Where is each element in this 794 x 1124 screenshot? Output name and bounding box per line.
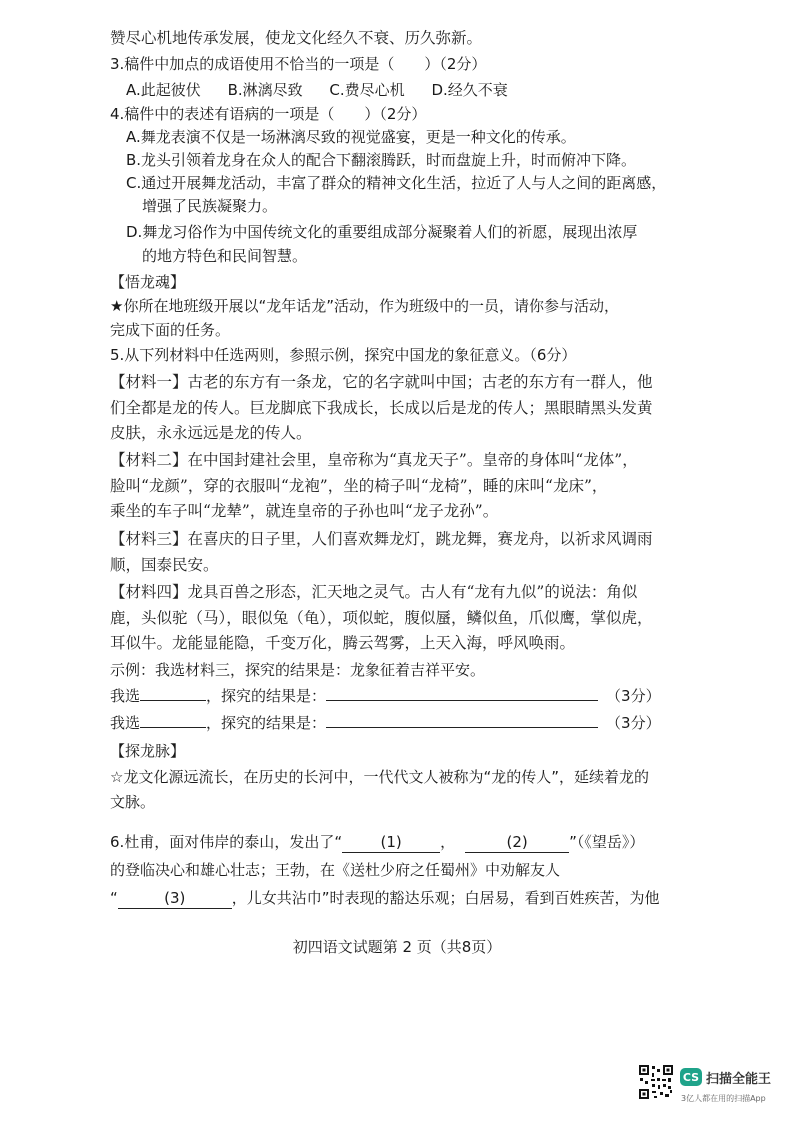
material-3-cont: 顺，国泰民安。 [110, 556, 219, 574]
q2-tail-line: 赞尽心机地传承发展，使龙文化经久不衰、历久弥新。 [110, 29, 483, 47]
q3-options [126, 80, 508, 100]
q6-text-a: 6.杜甫，面对伟岸的泰山，发出了“ [110, 833, 343, 851]
result-blank-2[interactable] [326, 713, 598, 728]
material-2: 【材料二】在中国封建社会里，皇帝称为“真龙天子”。皇帝的身体叫“龙体”， [110, 451, 638, 469]
q3-option-c: C.费尽心机 [329, 81, 405, 99]
section-heading-soul: 【悟龙魂】 [110, 273, 186, 291]
q6-line-1 [110, 832, 644, 853]
scanner-app-name: 扫描全能王 [706, 1072, 772, 1087]
q4-option-c: C.通过开展舞龙活动，丰富了群众的精神文化生活，拉近了人与人之间的距离感， [126, 174, 667, 192]
qr-code-icon [638, 1064, 674, 1100]
q5-stem: 5.从下列材料中任选两则，参照示例，探究中国龙的象征意义。（6分） [110, 346, 577, 364]
fill-blank-3[interactable]: (3) [118, 888, 232, 909]
camscanner-logo-icon [680, 1068, 702, 1086]
material-choice-blank-1[interactable] [140, 686, 206, 701]
q5-answer-1 [110, 686, 661, 706]
material-4-cont: 鹿，头似驼（马），眼似兔（龟），项似蛇，腹似蜃，鳞似鱼，爪似鹰，掌似虎， [110, 609, 653, 627]
q6-text-b: ， [440, 833, 456, 851]
answer-mid: ，探究的结果是： [206, 687, 327, 705]
q6-text-d: “ [110, 889, 118, 907]
q4-stem: 4.稿件中的表述有语病的一项是（ ）（2分） [110, 105, 427, 123]
vein-intro: ☆龙文化源远流长，在历史的长河中，一代代文人被称为“龙的传人”，延续着龙的 [110, 768, 649, 786]
q3-option-a: A.此起彼伏 [126, 81, 201, 99]
answer-prefix: 我选 [110, 714, 141, 732]
q6-text-e: ，儿女共沾巾”时表现的豁达乐观；白居易，看到百姓疾苦，为他 [231, 889, 660, 907]
answer-prefix: 我选 [110, 687, 141, 705]
result-blank-1[interactable] [326, 686, 598, 701]
fill-blank-1[interactable]: (1) [342, 832, 440, 853]
q4-option-c-cont: 增强了民族凝聚力。 [142, 197, 278, 215]
q4-option-a: A.舞龙表演不仅是一场淋漓尽致的视觉盛宴，更是一种文化的传承。 [126, 128, 576, 146]
q4-option-d: D.舞龙习俗作为中国传统文化的重要组成部分凝聚着人们的祈愿，展现出浓厚 [126, 223, 638, 241]
answer-mid: ，探究的结果是： [206, 714, 327, 732]
material-2-cont2: 乘坐的车子叫“龙辇”，就连皇帝的子孙也叫“龙子龙孙”。 [110, 502, 499, 520]
task-intro: ★你所在地班级开展以“龙年话龙”活动，作为班级中的一员，请你参与活动， [110, 297, 619, 315]
material-1: 【材料一】古老的东方有一条龙，它的名字就叫中国；古老的东方有一群人，他 [110, 373, 653, 391]
page-footer: 初四语文试题第 2 页（共8页） [292, 938, 502, 956]
logo-text: CS [682, 1070, 700, 1084]
material-2-cont: 脸叫“龙颜”，穿的衣服叫“龙袍”，坐的椅子叫“龙椅”，睡的床叫“龙床”， [110, 477, 608, 495]
q4-option-d-cont: 的地方特色和民间智慧。 [142, 247, 308, 265]
vein-intro-cont: 文脉。 [110, 793, 156, 811]
task-intro-cont: 完成下面的任务。 [110, 321, 231, 339]
material-3: 【材料三】在喜庆的日子里，人们喜欢舞龙灯，跳龙舞，赛龙舟，以祈求风调雨 [110, 530, 653, 548]
fill-blank-2[interactable]: (2) [465, 832, 569, 853]
material-4: 【材料四】龙具百兽之形态，汇天地之灵气。古人有“龙有九似”的说法：角似 [110, 583, 638, 601]
q6-line-2: 的登临决心和雄心壮志；王勃，在《送杜少府之任蜀州》中劝解友人 [110, 861, 561, 879]
q6-line-3 [110, 888, 660, 909]
q5-example: 示例：我选材料三，探究的结果是：龙象征着吉祥平安。 [110, 661, 486, 679]
material-4-cont2: 耳似牛。龙能显能隐，千变万化，腾云驾雾，上天入海，呼风唤雨。 [110, 634, 576, 652]
answer-score: （3分） [606, 714, 661, 732]
scanner-app-tagline: 3亿人都在用的扫描App [681, 1094, 766, 1103]
q4-option-b: B.龙头引领着龙身在众人的配合下翻滚腾跃，时而盘旋上升，时而俯冲下降。 [126, 151, 637, 169]
q5-answer-2 [110, 713, 661, 733]
answer-score: （3分） [606, 687, 661, 705]
q3-option-b: B.淋漓尽致 [227, 81, 303, 99]
q3-option-d: D.经久不衰 [431, 81, 508, 99]
section-heading-vein: 【探龙脉】 [110, 742, 186, 760]
material-choice-blank-2[interactable] [140, 713, 206, 728]
material-1-cont2: 皮肤，永永远远是龙的传人。 [110, 424, 312, 442]
q3-stem: 3.稿件中加点的成语使用不恰当的一项是（ ）（2分） [110, 55, 487, 73]
material-1-cont: 们全都是龙的传人。巨龙脚底下我成长，长成以后是龙的传人；黑眼睛黑头发黄 [110, 399, 653, 417]
q6-text-c: ”（《望岳》） [569, 833, 645, 851]
